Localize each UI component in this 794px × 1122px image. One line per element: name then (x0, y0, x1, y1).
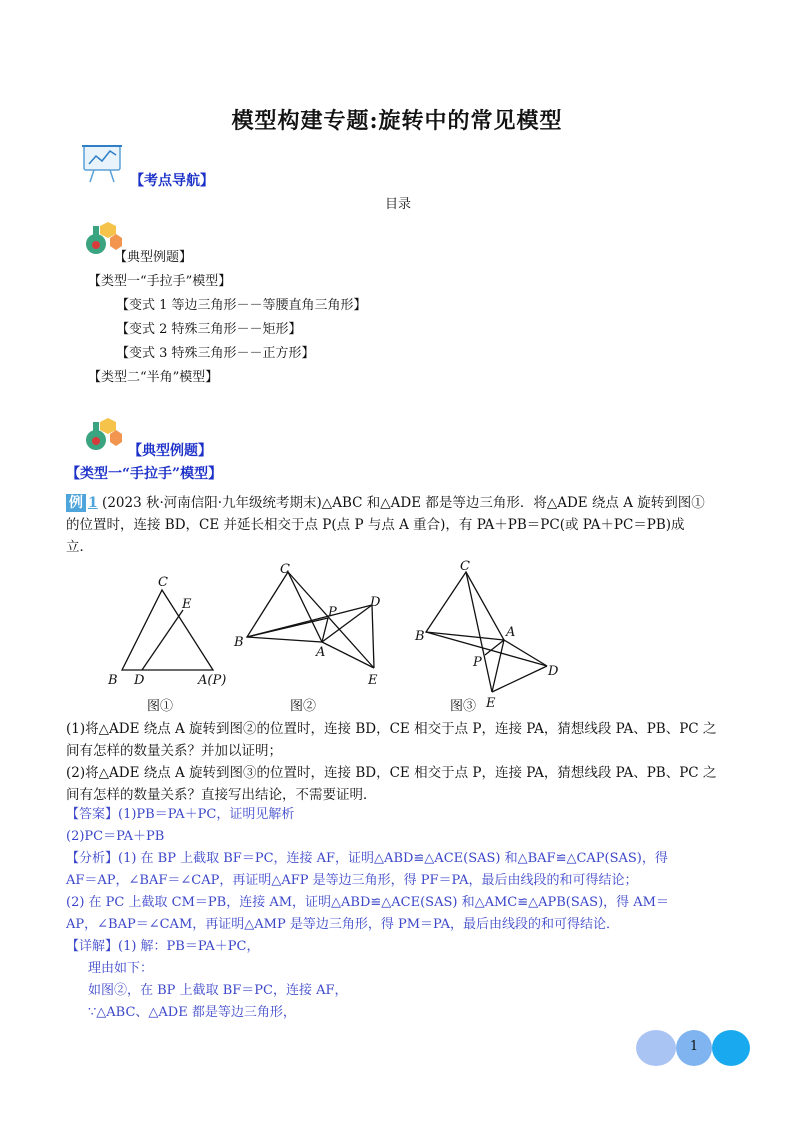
segment-ce (288, 572, 374, 668)
analysis-line: (2) 在 PC 上截取 CM＝PB，连接 AM，证明△ABD≌△ACE(SAS) 和△AMC≌△APB(SAS)，得 AM＝ (66, 895, 669, 910)
segment-bp (247, 618, 328, 637)
example-badge: 例 (66, 494, 86, 512)
label-a: A (506, 625, 516, 640)
label-c: C (280, 562, 290, 577)
label-d: D (134, 673, 145, 688)
answer-line: (2)PC＝PA＋PB (66, 829, 165, 844)
segment-ae (322, 642, 374, 668)
label-ap: A(P) (198, 673, 227, 688)
segment-ad (504, 640, 547, 666)
nav-heading: 【考点导航】 (130, 173, 214, 189)
question-1: (1)将△ADE 绕点 A 旋转到图②的位置时，连接 BD，CE 相交于点 P，连接 PA，猜想线段 PA、PB、PC 之 (66, 721, 717, 737)
detail-line: 如图②，在 BP 上截取 BF＝PC，连接 AF， (88, 983, 348, 998)
example-number: 1 (88, 495, 98, 511)
label-b: B (108, 673, 118, 688)
label-d: D (548, 664, 559, 679)
label-p: P (328, 605, 337, 620)
segment-de (372, 605, 374, 668)
detail-line: ∵△ABC、△ADE 都是等边三角形， (88, 1005, 296, 1020)
toc-item[interactable]: 【变式 2 特殊三角形－－矩形】 (116, 322, 302, 337)
analysis-line: AF＝AP，∠BAF＝∠CAP，再证明△AFP 是等边三角形，得 PF＝PA，最后由线段的和可得结论； (66, 873, 638, 888)
question-1: 间有怎样的数量关系？并加以证明； (66, 743, 282, 759)
toc-item[interactable]: 【变式 3 特殊三角形－－正方形】 (116, 346, 315, 361)
label-c: C (158, 575, 168, 590)
figure-caption: 图② (290, 699, 317, 714)
page-title: 模型构建专题:旋转中的常见模型 (231, 108, 563, 134)
detail-line: 【详解】(1) 解：PB＝PA＋PC， (66, 939, 260, 954)
toc-item[interactable]: 【类型一“手拉手”模型】 (88, 274, 232, 289)
whiteboard-icon (80, 142, 126, 184)
page-number-bubble-left (636, 1030, 676, 1066)
label-b: B (415, 629, 425, 644)
example-text: 立． (66, 539, 93, 555)
answer-line: 【答案】(1)PB＝PA＋PC，证明见解析 (66, 807, 295, 822)
triangle-abc (122, 590, 213, 670)
page-number: 1 (689, 1039, 699, 1054)
question-2: 间有怎样的数量关系？直接写出结论，不需要证明． (66, 787, 377, 803)
triangle-abc (247, 572, 322, 642)
type1-heading: 【类型一“手拉手”模型】 (66, 466, 223, 482)
question-2: (2)将△ADE 绕点 A 旋转到图③的位置时，连接 BD，CE 相交于点 P，连接 PA，猜想线段 PA、PB、PC 之 (66, 765, 717, 781)
label-e: E (368, 673, 378, 688)
figure-caption: 图③ (450, 699, 477, 714)
geometry-figures (100, 560, 580, 720)
toc-item[interactable]: 【类型二“半角”模型】 (88, 370, 219, 385)
section-heading: 【典型例题】 (128, 443, 212, 459)
segment-de (492, 666, 547, 692)
segment-ce (466, 572, 492, 692)
analysis-line: AP，∠BAP＝∠CAM，再证明△AMP 是等边三角形，得 PM＝PA，最后由线段的和可得结论． (66, 917, 619, 932)
label-a: A (316, 645, 326, 660)
detail-line: 理由如下： (88, 961, 154, 976)
page-number-bubble-right (712, 1030, 750, 1066)
label-b: B (234, 635, 244, 650)
segment-bd (426, 632, 547, 666)
toc-item[interactable]: 【变式 1 等边三角形－－等腰直角三角形】 (116, 298, 367, 313)
label-p: P (473, 655, 482, 670)
example-text: (2023 秋·河南信阳·九年级统考期末)△ABC 和△ADE 都是等边三角形．将△ADE 绕点 A 旋转到图① (102, 495, 705, 511)
label-e: E (182, 597, 192, 612)
triangle-abc (426, 572, 504, 640)
analysis-line: 【分析】(1) 在 BP 上截取 BF＝PC，连接 AF，证明△ABD≌△ACE(SAS) 和△BAF≌△CAP(SAS)，得 (66, 851, 668, 866)
example-text: 的位置时，连接 BD，CE 并延长相交于点 P(点 P 与点 A 重合)，有 PA＋PB＝PC(或 PA＋PC＝PB)成 (66, 517, 685, 533)
label-c: C (460, 560, 470, 574)
toc-title: 目录 (385, 197, 412, 212)
toc-item[interactable]: 【典型例题】 (114, 250, 193, 265)
flask-icon (82, 414, 124, 454)
figure-caption: 图① (147, 699, 174, 714)
label-e: E (486, 696, 496, 711)
label-d: D (370, 595, 381, 610)
